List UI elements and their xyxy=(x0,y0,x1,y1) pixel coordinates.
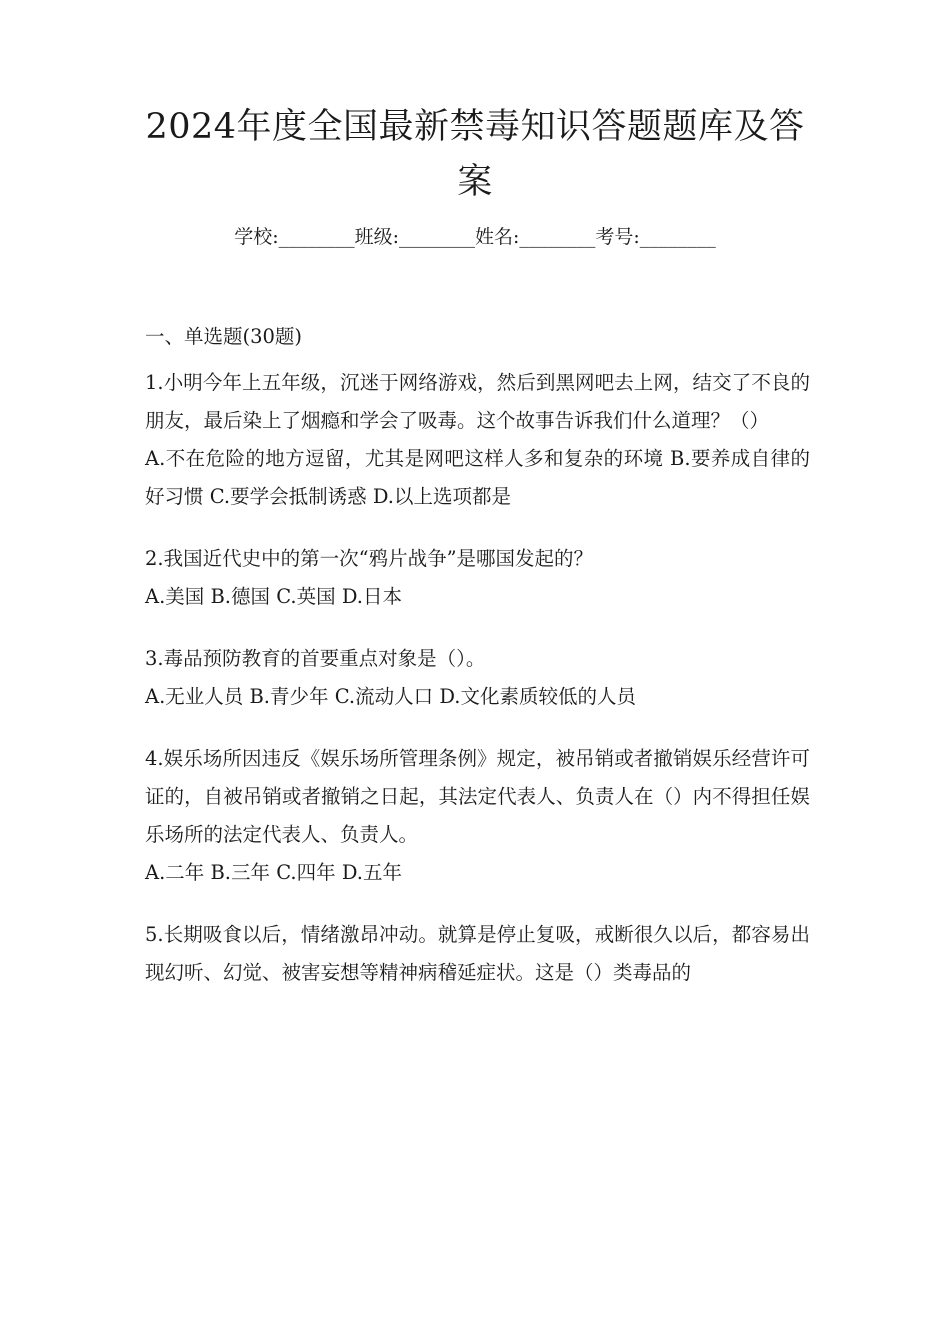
question-options: A.美国 B.德国 C.英国 D.日本 xyxy=(145,585,402,608)
section-heading: 一、单选题(30题) xyxy=(145,325,303,348)
question-stem: 4.娱乐场所因违反《娱乐场所管理条例》规定，被吊销或者撤销娱乐经营许可证的，自被吊销或者撤销之日起，其法定代表人、负责人在（）内不得担任娱乐场所的法定代表人、负责人。 xyxy=(145,747,810,846)
question-stem: 5.长期吸食以后，情绪激昂冲动。就算是停止复吸，戒断很久以后，都容易出现幻听、幻觉、被害妄想等精神病稽延症状。这是（）类毒品的 xyxy=(145,923,810,984)
document-title: 2024年度全国最新禁毒知识答题题库及答案 xyxy=(145,107,805,202)
question-stem: 3.毒品预防教育的首要重点对象是（）。 xyxy=(145,647,486,670)
question-stem: 1.小明今年上五年级，沉迷于网络游戏，然后到黑网吧去上网，结交了不良的朋友，最后染上了烟瘾和学会了吸毒。这个故事告诉我们什么道理？（） xyxy=(145,371,810,432)
question-options: A.无业人员 B.青少年 C.流动人口 D.文化素质较低的人员 xyxy=(145,685,636,708)
question-options: A.二年 B.三年 C.四年 D.五年 xyxy=(145,861,402,884)
question-options: A.不在危险的地方逗留，尤其是网吧这样人多和复杂的环境 B.要养成自律的好习惯 C.要学会抵制诱惑 D.以上选项都是 xyxy=(145,447,810,508)
student-info-line: 学校:________班级:________姓名:________考号:________ xyxy=(234,226,716,248)
question-stem: 2.我国近代史中的第一次“鸦片战争”是哪国发起的？ xyxy=(145,547,594,570)
question-list xyxy=(145,318,810,992)
